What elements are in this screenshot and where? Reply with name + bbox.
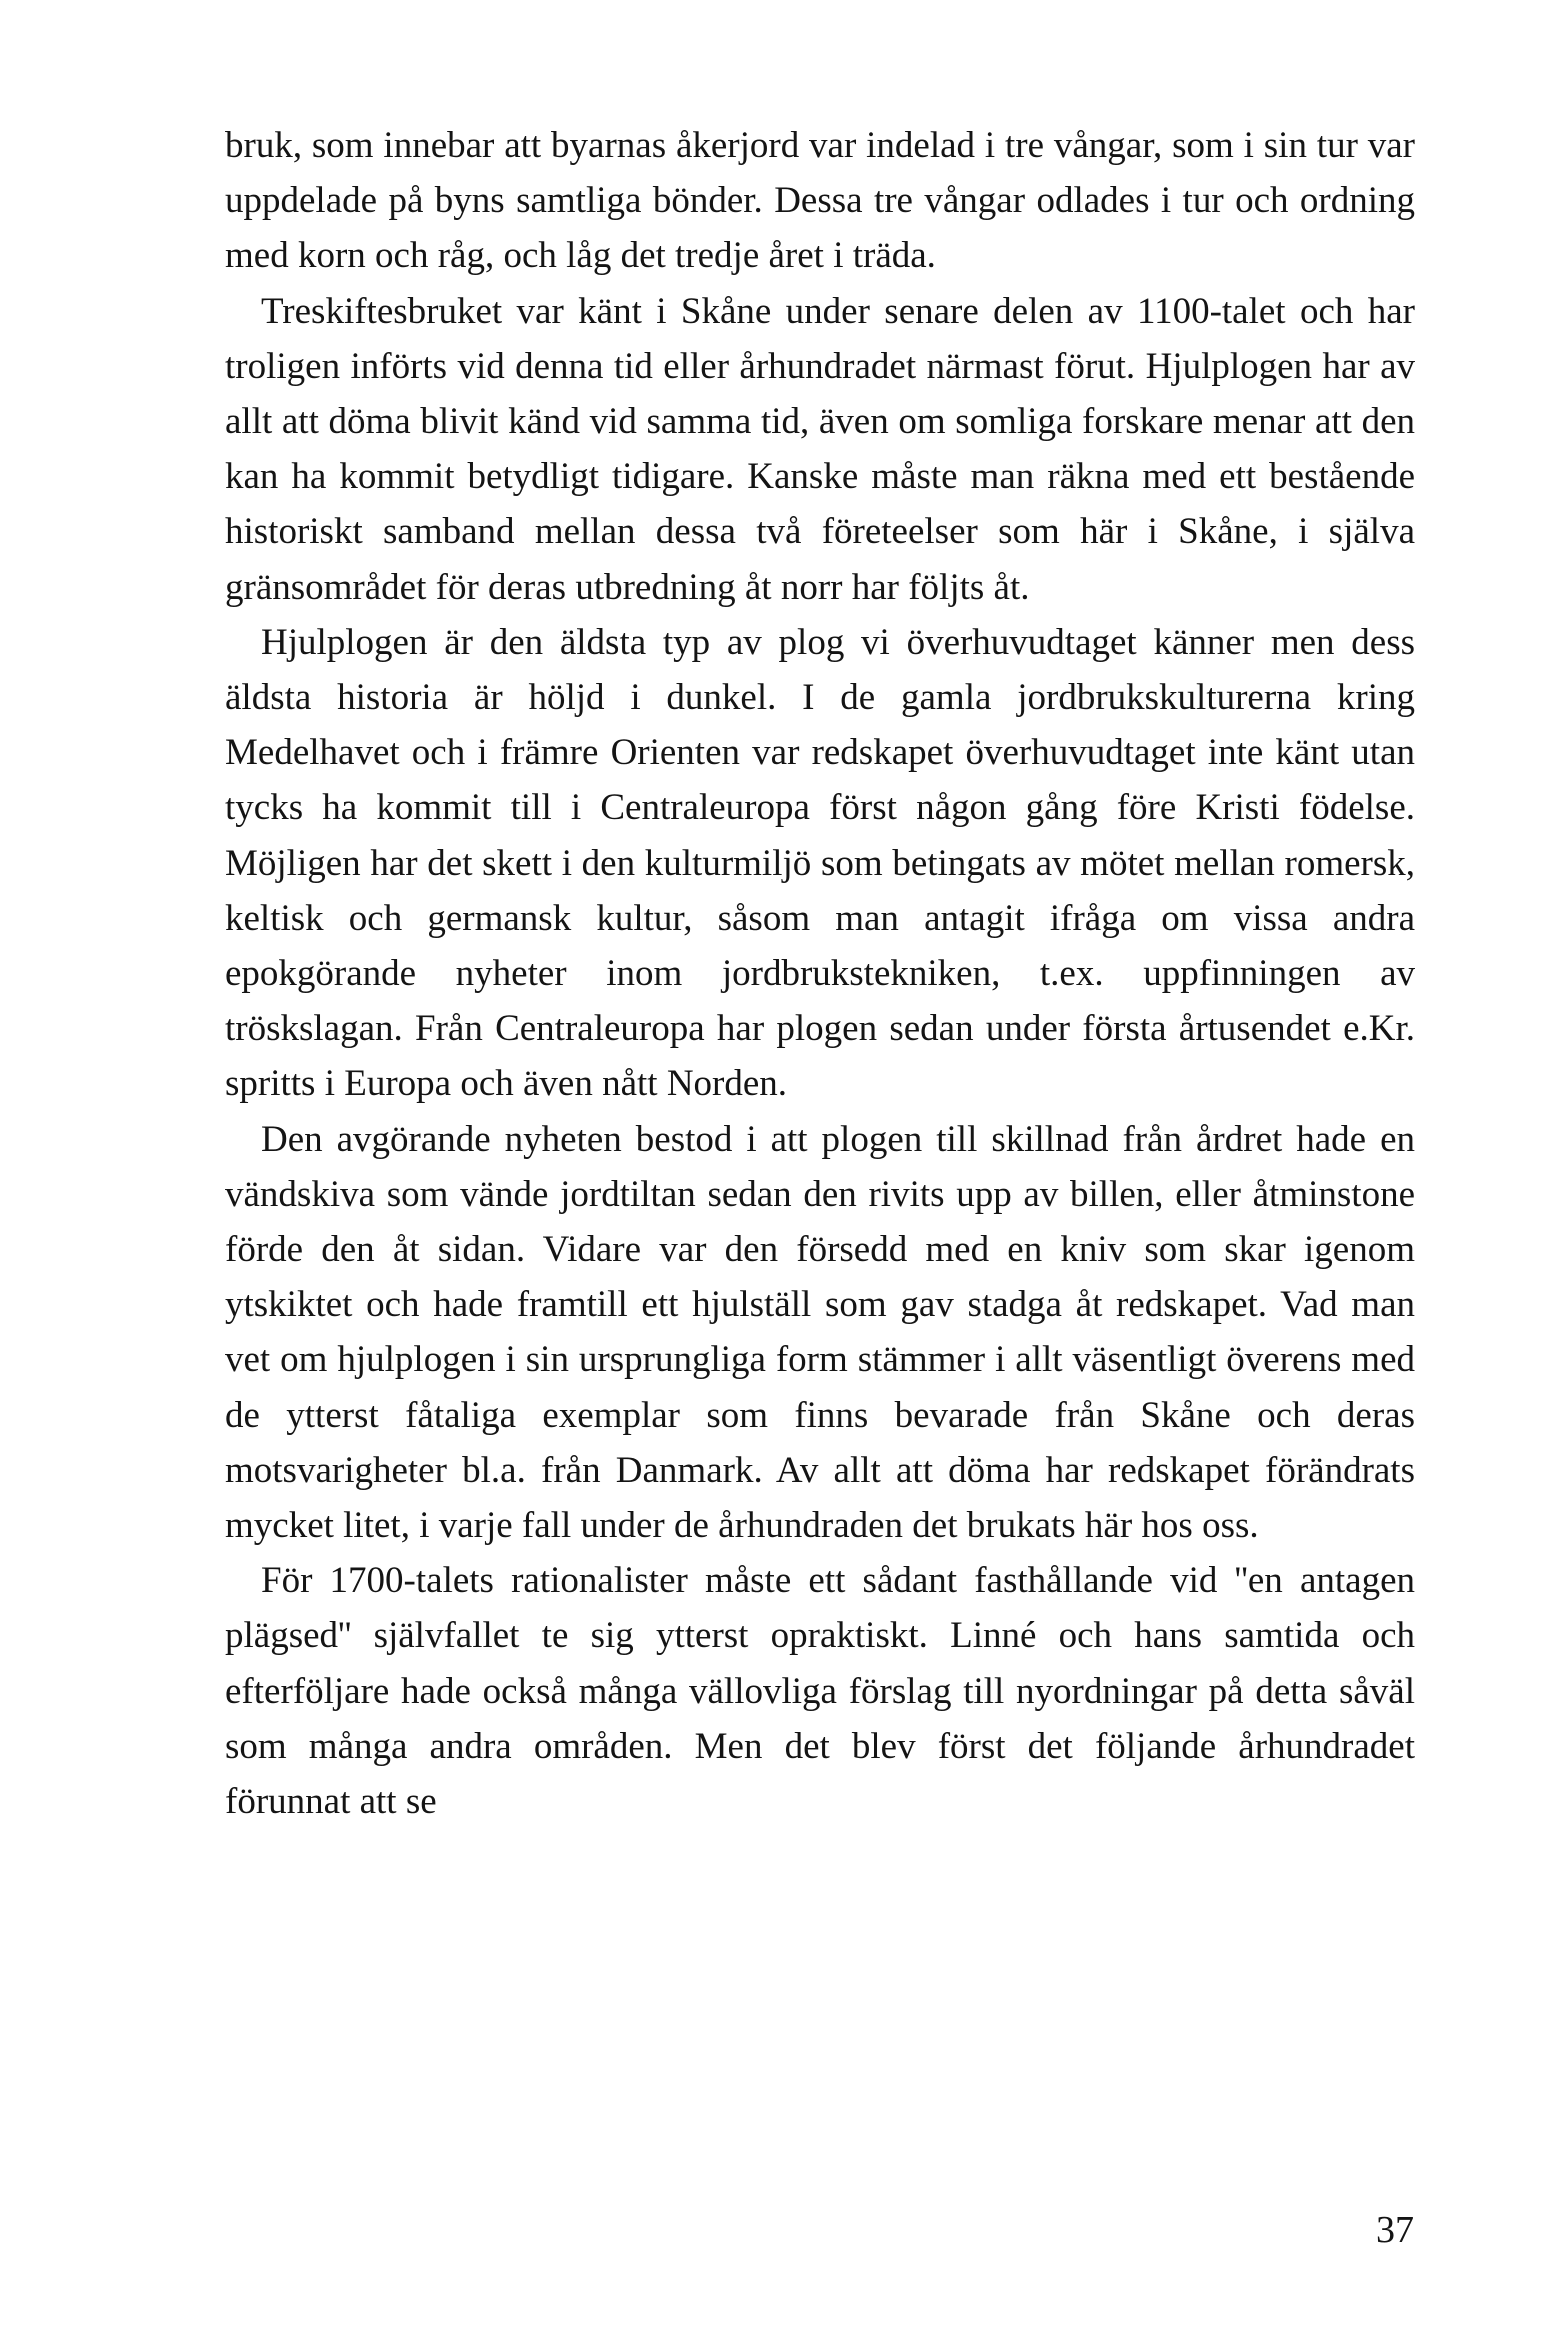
paragraph-2: Treskiftesbruket var känt i Skåne under senare delen av 1100-talet och har troligen införts vid denna tid eller århundradet närmast förut. Hjulplogen har av allt att döma blivit känd vid samma tid, även om somliga forskare menar att den kan ha kommit betydligt tidigare. Kanske måste man räkna med ett bestående historiskt samband mellan dessa två företeelser som här i Skåne, i själva gränsområdet för deras utbredning åt norr har följts åt. bbox=[225, 290, 1415, 608]
paragraph-5: För 1700-talets rationalister måste ett sådant fasthållande vid ''en antagen plägsed'' självfallet te sig ytterst opraktiskt. Linné och hans samtida och efterföljare hade också många vällovliga förslag till nyordningar på detta såväl som många andra områden. Men det blev först det följande århundradet förunnat att se bbox=[225, 1560, 1415, 1823]
body-text bbox=[225, 118, 1415, 1829]
page-number: 37 bbox=[1376, 2209, 1414, 2251]
paragraph-4: Den avgörande nyheten bestod i att plogen till skillnad från årdret hade en vändskiva som vände jordtiltan sedan den rivits upp av billen, eller åtminstone förde den åt sidan. Vidare var den försedd med en kniv som skar igenom ytskiktet och hade framtill ett hjulställ som gav stadga åt redskapet. Vad man vet om hjulplogen i sin ursprungliga form stämmer i allt väsentligt överens med de ytterst fåtaliga exemplar som finns bevarade från Skåne och deras motsvarigheter bl.a. från Danmark. Av allt att döma har redskapet förändrats mycket litet, i varje fall under de århundraden det brukats här hos oss. bbox=[225, 1118, 1415, 1547]
paragraph-3: Hjulplogen är den äldsta typ av plog vi överhuvudtaget känner men dess äldsta historia är höljd i dunkel. I de gamla jordbrukskulturerna kring Medelhavet och i främre Orienten var redskapet överhuvudtaget inte känt utan tycks ha kommit till i Centraleuropa först någon gång före Kristi födelse. Möjligen har det skett i den kulturmiljö som betingats av mötet mellan romersk, keltisk och germansk kultur, såsom man antagit ifråga om vissa andra epokgörande nyheter inom jordbrukstekniken, t.ex. uppfinningen av tröskslagan. Från Centraleuropa har plogen sedan under första årtusendet e.Kr. spritts i Europa och även nått Norden. bbox=[225, 621, 1415, 1105]
paragraph-1: bruk, som innebar att byarnas åkerjord var indelad i tre vångar, som i sin tur var uppdelade på byns samtliga bönder. Dessa tre vångar odlades i tur och ordning med korn och råg, och låg det tredje året i träda. bbox=[225, 125, 1415, 277]
